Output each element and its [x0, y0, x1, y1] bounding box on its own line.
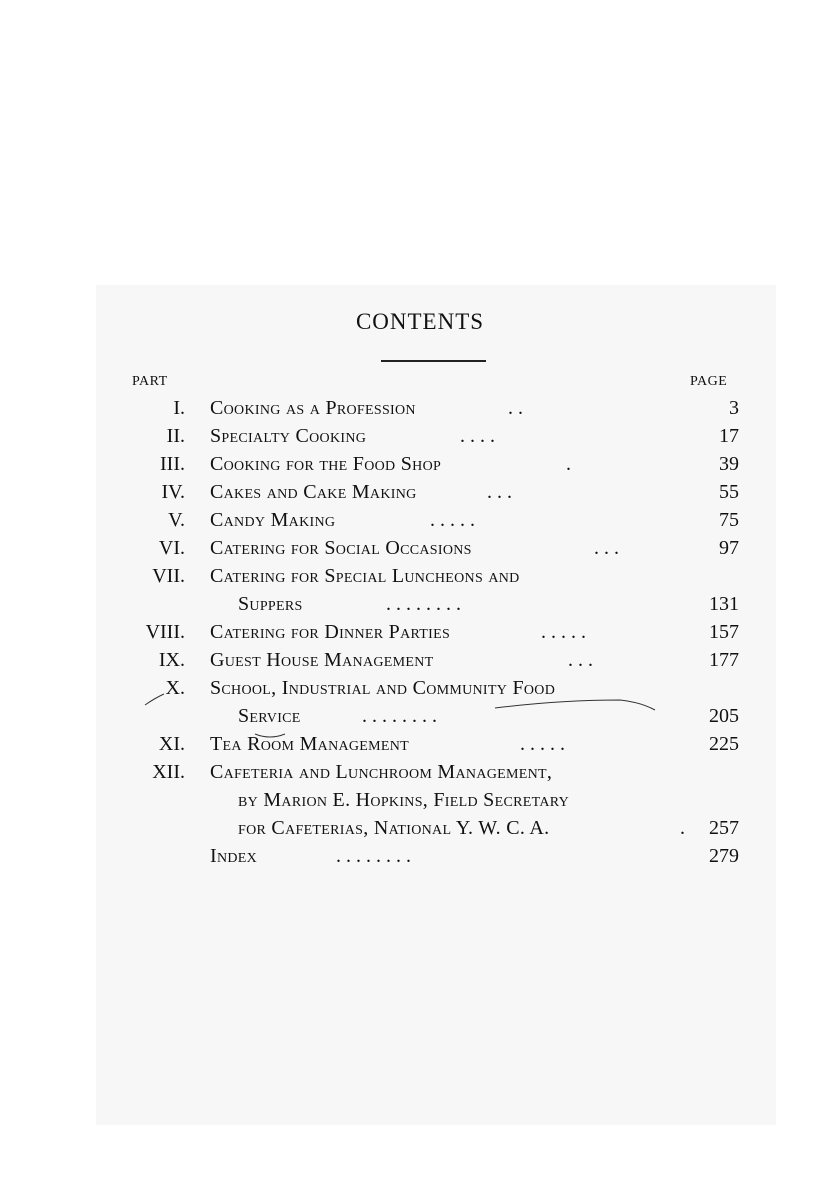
chapter-title[interactable]: Catering for Dinner Parties: [210, 621, 451, 643]
pencil-hook-mark: [255, 734, 285, 737]
part-number: X.: [165, 677, 185, 699]
page-number[interactable]: 177: [709, 649, 739, 671]
page-number[interactable]: 205: [709, 705, 739, 727]
page-number[interactable]: 257: [709, 817, 739, 839]
part-number: XI.: [158, 733, 185, 755]
chapter-title-continued[interactable]: by Marion E. Hopkins, Field Secretary: [238, 789, 570, 811]
dot-leader: . . . .: [460, 425, 495, 447]
part-column-header: PART: [132, 374, 168, 389]
part-number: IX.: [158, 649, 185, 671]
chapter-title[interactable]: Catering for Social Occasions: [210, 537, 472, 559]
dot-leader: .: [566, 453, 571, 475]
chapter-title[interactable]: School, Industrial and Community Food: [210, 677, 556, 699]
page-column-header: PAGE: [690, 374, 728, 389]
pencil-underline-mark: [495, 700, 655, 710]
chapter-title[interactable]: Specialty Cooking: [210, 425, 367, 447]
page-number[interactable]: 225: [709, 733, 739, 755]
chapter-title[interactable]: Guest House Management: [210, 649, 434, 671]
part-number: VII.: [152, 565, 185, 587]
dot-leader: . . .: [487, 481, 512, 503]
dot-leader: . . . . .: [520, 733, 565, 755]
part-number: V.: [168, 509, 185, 531]
dot-leader: . . . . .: [430, 509, 475, 531]
chapter-title[interactable]: Cooking as a Profession: [210, 397, 416, 419]
dot-leader: . . .: [594, 537, 619, 559]
page-number[interactable]: 55: [719, 481, 739, 503]
part-number: II.: [166, 425, 185, 447]
dot-leader: . . .: [568, 649, 593, 671]
chapter-title[interactable]: Cafeteria and Lunchroom Management,: [210, 761, 553, 783]
page-number[interactable]: 17: [719, 425, 739, 447]
chapter-title-continued[interactable]: Suppers: [238, 593, 303, 615]
part-number: XII.: [152, 761, 185, 783]
part-number: VI.: [158, 537, 185, 559]
page-number[interactable]: 131: [709, 593, 739, 615]
chapter-title-continued[interactable]: for Cafeterias, National Y. W. C. A.: [238, 817, 550, 839]
pencil-tick-mark: [145, 694, 164, 705]
part-number: I.: [173, 397, 185, 419]
page-number[interactable]: 3: [729, 397, 739, 419]
page-number[interactable]: 279: [709, 845, 739, 867]
chapter-title[interactable]: Cooking for the Food Shop: [210, 453, 442, 475]
dot-leader: . .: [508, 397, 523, 419]
page-number[interactable]: 75: [719, 509, 739, 531]
dot-leader: . . . . .: [541, 621, 586, 643]
chapter-title[interactable]: Cakes and Cake Making: [210, 481, 417, 503]
chapter-title-continued[interactable]: Service: [238, 705, 301, 727]
page-number[interactable]: 157: [709, 621, 739, 643]
dot-leader: . . . . . . . .: [386, 593, 461, 615]
page-number[interactable]: 97: [719, 537, 739, 559]
dot-leader: . . . . . . . .: [362, 705, 437, 727]
part-number: VIII.: [145, 621, 185, 643]
contents-title: CONTENTS: [355, 309, 485, 334]
dot-leader: . . . . . . . .: [336, 845, 411, 867]
chapter-title[interactable]: Candy Making: [210, 509, 336, 531]
page-number[interactable]: 39: [719, 453, 739, 475]
part-number: III.: [160, 453, 185, 475]
part-number: IV.: [161, 481, 185, 503]
chapter-title[interactable]: Catering for Special Luncheons and: [210, 565, 520, 587]
dot-leader: .: [680, 817, 685, 839]
chapter-title[interactable]: Index: [210, 845, 258, 867]
chapter-title[interactable]: Tea Room Management: [210, 733, 410, 755]
